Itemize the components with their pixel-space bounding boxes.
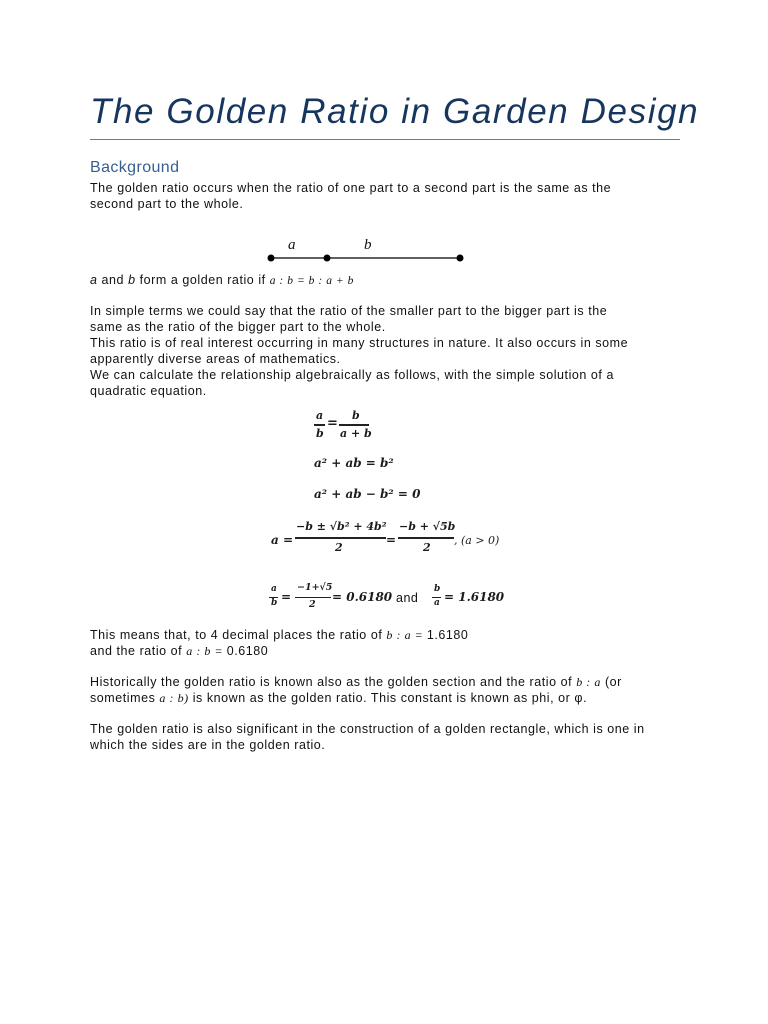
segment-midpoint bbox=[324, 255, 331, 262]
text-line: quadratic equation. bbox=[90, 384, 207, 398]
segment-label-b: b bbox=[364, 237, 372, 253]
ratio-a-b: a : b = bbox=[186, 644, 227, 658]
eq6-numerator: b bbox=[434, 584, 441, 594]
ratio-definition-line bbox=[90, 272, 680, 289]
eq1-lhs-denominator: b bbox=[316, 427, 324, 440]
segment-endpoint bbox=[457, 255, 464, 262]
ratio-text: form a golden ratio if bbox=[135, 273, 270, 287]
value-1-6180: 1.6180 bbox=[426, 628, 469, 642]
segment-endpoint bbox=[268, 255, 275, 262]
decimal-paragraph bbox=[90, 627, 680, 659]
ratio-a-b: a : b) bbox=[159, 691, 189, 705]
and-text: and bbox=[97, 273, 129, 287]
text-line: apparently diverse areas of mathematics. bbox=[90, 352, 341, 366]
eq4-denominator-1: 2 bbox=[335, 541, 343, 554]
var-b: b bbox=[128, 273, 136, 287]
equals-sign: = bbox=[327, 416, 338, 431]
segment-label-a: a bbox=[288, 237, 296, 253]
equals-sign: = bbox=[386, 533, 397, 547]
eq1-rhs-numerator: b bbox=[352, 409, 360, 422]
title-underline bbox=[90, 139, 680, 140]
eq4-lhs: a = bbox=[271, 533, 294, 547]
text-line: We can calculate the relationship algebraically as follows, with the simple solution of a bbox=[90, 368, 614, 382]
eq1-lhs-numerator: a bbox=[316, 409, 324, 422]
ratio-b-a: b : a = bbox=[386, 628, 427, 642]
fraction-bar bbox=[314, 424, 325, 426]
intro-line: second part to the whole. bbox=[90, 197, 244, 211]
eq4-numerator-2: −b + √5b bbox=[399, 520, 456, 533]
text-fragment: is known as the golden ratio. This constant is known as phi, or φ. bbox=[188, 691, 588, 705]
text-line: This ratio is of real interest occurring in many structures in nature. It also occurs in some bbox=[90, 336, 629, 350]
and-connector: and bbox=[396, 591, 419, 605]
explanation-paragraph bbox=[90, 303, 680, 399]
text-fragment: Historically the golden ratio is known also as the golden section and the ratio of bbox=[90, 675, 577, 689]
value-0-6180: 0.6180 bbox=[226, 644, 269, 658]
equation-2: a² + ab = b² bbox=[314, 456, 394, 470]
intro-line: The golden ratio occurs when the ratio of one part to a second part is the same as the bbox=[90, 181, 612, 195]
intro-paragraph bbox=[90, 180, 680, 212]
text-fragment: sometimes bbox=[90, 691, 160, 705]
historical-paragraph bbox=[90, 674, 680, 706]
var-a: a bbox=[90, 273, 98, 287]
eq4-numerator-1: −b ± √b² + 4b² bbox=[296, 520, 387, 533]
eq1-rhs-denominator: a + b bbox=[340, 427, 372, 440]
eq5-mid-numerator: −1+√5 bbox=[297, 582, 333, 593]
equals-sign: = bbox=[281, 590, 292, 604]
eq4-denominator-2: 2 bbox=[423, 541, 431, 554]
fraction-bar bbox=[339, 424, 369, 426]
fraction-bar bbox=[295, 537, 386, 539]
line-segment-diagram bbox=[260, 232, 470, 273]
document-title: The Golden Ratio in Garden Design bbox=[90, 92, 700, 131]
ratio-b-a: b : a bbox=[576, 675, 601, 689]
eq6-value: = 1.6180 bbox=[444, 590, 505, 604]
section-heading-background: Background bbox=[90, 159, 180, 176]
eq4-condition: , (a > 0) bbox=[454, 534, 500, 547]
equation-3: a² + ab − b² = 0 bbox=[314, 487, 421, 501]
eq5-value: = 0.6180 bbox=[332, 590, 393, 604]
eq5-mid-denominator: 2 bbox=[309, 599, 316, 610]
fraction-bar bbox=[398, 537, 454, 539]
text-fragment: (or bbox=[600, 675, 622, 689]
eq5-numerator: a bbox=[271, 584, 277, 594]
text-line: which the sides are in the golden ratio. bbox=[90, 738, 326, 752]
golden-rectangle-paragraph bbox=[90, 721, 680, 753]
text-fragment: This means that, to 4 decimal places the ratio of bbox=[90, 628, 387, 642]
text-line: same as the ratio of the bigger part to the whole. bbox=[90, 320, 386, 334]
text-line: The golden ratio is also significant in the construction of a golden rectangle, which is one in bbox=[90, 722, 645, 736]
text-fragment: and the ratio of bbox=[90, 644, 187, 658]
eq5-denominator: b bbox=[271, 598, 278, 608]
text-line: In simple terms we could say that the ratio of the smaller part to the bigger part is the bbox=[90, 304, 608, 318]
eq6-denominator: a bbox=[434, 598, 440, 608]
ratio-formula: a : b = b : a + b bbox=[269, 275, 354, 287]
